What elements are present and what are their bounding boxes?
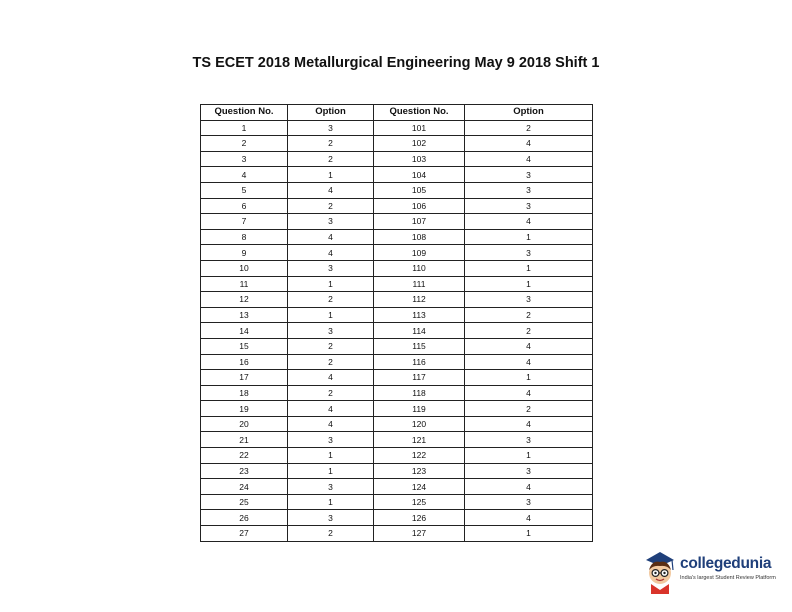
cell-question-no: 111 <box>374 276 465 292</box>
logo-tagline: India's largest Student Review Platform <box>680 575 776 581</box>
cell-option: 1 <box>288 448 374 464</box>
cell-question-no: 25 <box>201 494 288 510</box>
cell-question-no: 26 <box>201 510 288 526</box>
cell-question-no: 104 <box>374 167 465 183</box>
table-row <box>201 245 593 261</box>
logo-brand-text: collegedunia <box>680 555 772 572</box>
table-row <box>201 323 593 339</box>
table-row <box>201 448 593 464</box>
table-row <box>201 260 593 276</box>
table-row <box>201 385 593 401</box>
cell-option: 4 <box>288 245 374 261</box>
header-option: Option <box>465 105 593 121</box>
cell-question-no: 117 <box>374 370 465 386</box>
table-row <box>201 229 593 245</box>
table-row <box>201 432 593 448</box>
cell-option: 1 <box>288 463 374 479</box>
cell-question-no: 7 <box>201 214 288 230</box>
cell-option: 2 <box>465 307 593 323</box>
cell-question-no: 121 <box>374 432 465 448</box>
table-row <box>201 292 593 308</box>
table-row <box>201 370 593 386</box>
table-row <box>201 167 593 183</box>
cell-question-no: 107 <box>374 214 465 230</box>
cell-question-no: 19 <box>201 401 288 417</box>
table-row <box>201 198 593 214</box>
cell-option: 3 <box>288 323 374 339</box>
cell-question-no: 18 <box>201 385 288 401</box>
cell-option: 3 <box>288 120 374 136</box>
page-title: TS ECET 2018 Metallurgical Engineering May 9 2018 Shift 1 <box>192 55 600 71</box>
cell-option: 1 <box>465 276 593 292</box>
cell-option: 4 <box>288 182 374 198</box>
cell-question-no: 106 <box>374 198 465 214</box>
cell-question-no: 2 <box>201 136 288 152</box>
cell-question-no: 14 <box>201 323 288 339</box>
cell-question-no: 20 <box>201 416 288 432</box>
cell-question-no: 24 <box>201 479 288 495</box>
cell-option: 1 <box>288 276 374 292</box>
cell-question-no: 110 <box>374 260 465 276</box>
cell-option: 2 <box>288 354 374 370</box>
cell-question-no: 109 <box>374 245 465 261</box>
cell-question-no: 122 <box>374 448 465 464</box>
cell-question-no: 9 <box>201 245 288 261</box>
cell-question-no: 16 <box>201 354 288 370</box>
cell-option: 2 <box>465 401 593 417</box>
cell-option: 3 <box>288 510 374 526</box>
cell-question-no: 17 <box>201 370 288 386</box>
table-row <box>201 182 593 198</box>
cell-question-no: 13 <box>201 307 288 323</box>
cell-option: 4 <box>465 338 593 354</box>
cell-question-no: 125 <box>374 494 465 510</box>
mascot-icon <box>640 546 680 594</box>
cell-option: 4 <box>465 479 593 495</box>
cell-option: 3 <box>288 260 374 276</box>
cell-option: 4 <box>465 416 593 432</box>
cell-question-no: 114 <box>374 323 465 339</box>
cell-option: 2 <box>288 151 374 167</box>
cell-option: 3 <box>288 432 374 448</box>
table-row <box>201 276 593 292</box>
cell-question-no: 115 <box>374 338 465 354</box>
cell-question-no: 11 <box>201 276 288 292</box>
table-row <box>201 354 593 370</box>
cell-question-no: 27 <box>201 526 288 542</box>
table-row <box>201 307 593 323</box>
cell-option: 3 <box>465 494 593 510</box>
table-row <box>201 401 593 417</box>
cell-question-no: 12 <box>201 292 288 308</box>
cell-option: 3 <box>288 479 374 495</box>
cell-option: 2 <box>465 323 593 339</box>
table-row <box>201 136 593 152</box>
cell-question-no: 15 <box>201 338 288 354</box>
collegedunia-logo <box>640 546 788 596</box>
table-row <box>201 526 593 542</box>
cell-option: 3 <box>465 463 593 479</box>
cell-question-no: 21 <box>201 432 288 448</box>
cell-option: 2 <box>465 120 593 136</box>
cell-question-no: 120 <box>374 416 465 432</box>
cell-question-no: 8 <box>201 229 288 245</box>
cell-question-no: 124 <box>374 479 465 495</box>
cell-option: 1 <box>465 370 593 386</box>
cell-option: 3 <box>465 182 593 198</box>
answer-key-table <box>200 104 593 542</box>
cell-question-no: 105 <box>374 182 465 198</box>
header-question-no: Question No. <box>201 105 288 121</box>
cell-question-no: 119 <box>374 401 465 417</box>
cell-question-no: 3 <box>201 151 288 167</box>
cell-option: 4 <box>465 510 593 526</box>
cell-option: 3 <box>465 167 593 183</box>
cell-question-no: 101 <box>374 120 465 136</box>
table-row <box>201 479 593 495</box>
cell-option: 4 <box>465 214 593 230</box>
cell-question-no: 22 <box>201 448 288 464</box>
cell-question-no: 108 <box>374 229 465 245</box>
cell-question-no: 4 <box>201 167 288 183</box>
table-row <box>201 151 593 167</box>
cell-option: 3 <box>288 214 374 230</box>
cell-question-no: 113 <box>374 307 465 323</box>
cell-option: 2 <box>288 385 374 401</box>
cell-option: 4 <box>288 401 374 417</box>
cell-question-no: 116 <box>374 354 465 370</box>
cell-option: 1 <box>288 307 374 323</box>
header-question-no: Question No. <box>374 105 465 121</box>
cell-option: 1 <box>465 448 593 464</box>
cell-option: 1 <box>288 494 374 510</box>
cell-option: 4 <box>465 151 593 167</box>
cell-option: 2 <box>288 292 374 308</box>
table-row <box>201 510 593 526</box>
cell-question-no: 126 <box>374 510 465 526</box>
cell-question-no: 102 <box>374 136 465 152</box>
cell-question-no: 103 <box>374 151 465 167</box>
cell-option: 3 <box>465 245 593 261</box>
cell-option: 2 <box>288 198 374 214</box>
cell-option: 4 <box>288 229 374 245</box>
cell-option: 2 <box>288 338 374 354</box>
cell-question-no: 6 <box>201 198 288 214</box>
cell-option: 4 <box>288 370 374 386</box>
cell-option: 2 <box>288 526 374 542</box>
cell-option: 1 <box>465 260 593 276</box>
cell-option: 4 <box>465 385 593 401</box>
table-row <box>201 214 593 230</box>
table-header-row <box>201 105 593 121</box>
cell-question-no: 127 <box>374 526 465 542</box>
cell-option: 4 <box>465 354 593 370</box>
cell-question-no: 23 <box>201 463 288 479</box>
cell-option: 4 <box>288 416 374 432</box>
table-row <box>201 338 593 354</box>
cell-question-no: 10 <box>201 260 288 276</box>
cell-option: 1 <box>288 167 374 183</box>
cell-option: 3 <box>465 292 593 308</box>
table-row <box>201 463 593 479</box>
cell-option: 1 <box>465 229 593 245</box>
cell-option: 4 <box>465 136 593 152</box>
table-row <box>201 120 593 136</box>
table-row <box>201 416 593 432</box>
cell-option: 3 <box>465 432 593 448</box>
table-row <box>201 494 593 510</box>
cell-question-no: 5 <box>201 182 288 198</box>
cell-question-no: 118 <box>374 385 465 401</box>
cell-question-no: 112 <box>374 292 465 308</box>
header-option: Option <box>288 105 374 121</box>
cell-question-no: 123 <box>374 463 465 479</box>
cell-question-no: 1 <box>201 120 288 136</box>
cell-option: 3 <box>465 198 593 214</box>
cell-option: 1 <box>465 526 593 542</box>
cell-option: 2 <box>288 136 374 152</box>
